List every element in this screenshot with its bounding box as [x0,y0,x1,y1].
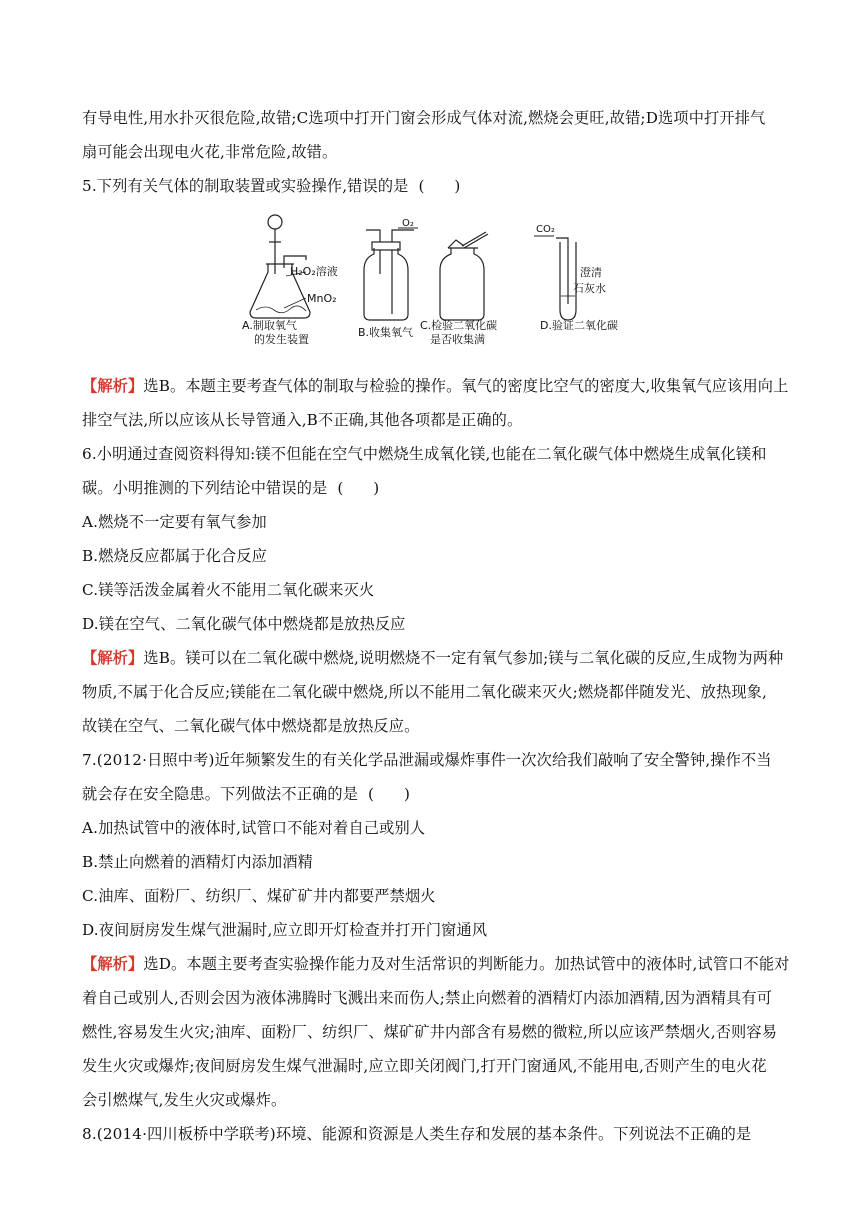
analysis-line: 排空气法,所以应该从长导管通入,B不正确,其他各项都是正确的。 [82,411,523,429]
analysis-text: 选B。镁可以在二氧化碳中燃烧,说明燃烧不一定有氧气参加;镁与二氧化碳的反应,生成物为两种 [143,649,784,667]
analysis-line: 发生火灾或爆炸;夜间厨房发生煤气泄漏时,应立即关闭阀门,打开门窗通风,不能用电,否则产生的电火花 [82,1057,767,1075]
limewater-label-2: 石灰水 [573,282,606,295]
option-b: B.燃烧反应都属于化合反应 [82,547,268,565]
analysis-text: 选B。本题主要考查气体的制取与检验的操作。氧气的密度比空气的密度大,收集氧气应该用向上 [143,377,789,395]
caption-c-line1: C.检验二氧化碳 [420,319,498,332]
question-5-stem: 5.下列有关气体的制取装置或实验操作,错误的是 ( ) [82,177,461,195]
analysis-line: 燃性,容易发生火灾;油库、面粉厂、纺织厂、煤矿矿井内部含有易燃的微粒,所以应该严禁烟火,否则容易 [82,1023,778,1041]
caption-a-line2: 的发生装置 [254,333,309,346]
paragraph-line: 扇可能会出现电火花,非常危险,故错。 [82,143,338,161]
question-6-stem: 6.小明通过查阅资料得知:镁不但能在空气中燃烧生成氧化镁,也能在二氧化碳气体中燃烧生成氧化镁和 [82,445,767,463]
option-b: B.禁止向燃着的酒精灯内添加酒精 [82,853,314,871]
option-a: A.加热试管中的液体时,试管口不能对着自己或别人 [82,819,426,837]
h2o2-label: H₂O₂溶液 [290,265,338,278]
analysis-line: 故镁在空气、二氧化碳气体中燃烧都是放热反应。 [82,717,420,735]
analysis-tag: 【解析】 [82,955,144,973]
apparatus-figure [240,212,640,346]
analysis-line [82,375,789,397]
mno2-label: MnO₂ [307,292,337,305]
apparatus-c-bottle [440,232,488,320]
caption-c-line2: 是否收集满 [430,333,485,346]
caption-a-line1: A.制取氧气 [242,319,297,332]
analysis-line: 着自己或别人,否则会因为液体沸腾时飞溅出来而伤人;禁止向燃着的酒精灯内添加酒精,因为酒精具有可 [82,989,773,1007]
question-6-stem: 碳。小明推测的下列结论中错误的是 ( ) [82,479,380,497]
paragraph-line: 有导电性,用水扑灭很危险,故错;C选项中打开门窗会形成气体对流,燃烧会更旺,故错;D选项中打开排气 [82,109,766,127]
limewater-label-1: 澄清 [580,266,602,279]
apparatus-d-test-tube [556,238,576,320]
option-c: C.油库、面粉厂、纺织厂、煤矿矿井内都要严禁烟火 [82,887,436,905]
analysis-line: 物质,不属于化合反应;镁能在二氧化碳中燃烧,所以不能用二氧化碳来灭火;燃烧都伴随发光、放热现象, [82,683,767,701]
caption-d: D.验证二氧化碳 [540,319,618,332]
analysis-text: 选D。本题主要考查实验操作能力及对生活常识的判断能力。加热试管中的液体时,试管口不能对 [143,955,790,973]
option-d: D.镁在空气、二氧化碳气体中燃烧都是放热反应 [82,615,406,633]
co2-label: CO₂ [536,224,555,235]
analysis-line: 会引燃煤气,发生火灾或爆炸。 [82,1091,287,1109]
question-8-stem: 8.(2014·四川板桥中学联考)环境、能源和资源是人类生存和发展的基本条件。下列说法不正确的是 [82,1125,752,1143]
o2-label: O₂ [402,218,414,229]
option-c: C.镁等活泼金属着火不能用二氧化碳来灭火 [82,581,375,599]
question-7-stem: 7.(2012·日照中考)近年频繁发生的有关化学品泄漏或爆炸事件一次次给我们敲响了安全警钟,操作不当 [82,751,772,769]
caption-b: B.收集氧气 [358,326,414,339]
analysis-line [82,953,790,975]
question-7-stem: 就会存在安全隐患。下列做法不正确的是 ( ) [82,785,411,803]
analysis-tag: 【解析】 [82,377,144,395]
apparatus-b-bottle [364,230,414,320]
analysis-line [82,647,782,669]
option-d: D.夜间厨房发生煤气泄漏时,应立即开灯检查并打开门窗通风 [82,921,488,939]
option-a: A.燃烧不一定要有氧气参加 [82,513,267,531]
analysis-tag: 【解析】 [82,649,144,667]
